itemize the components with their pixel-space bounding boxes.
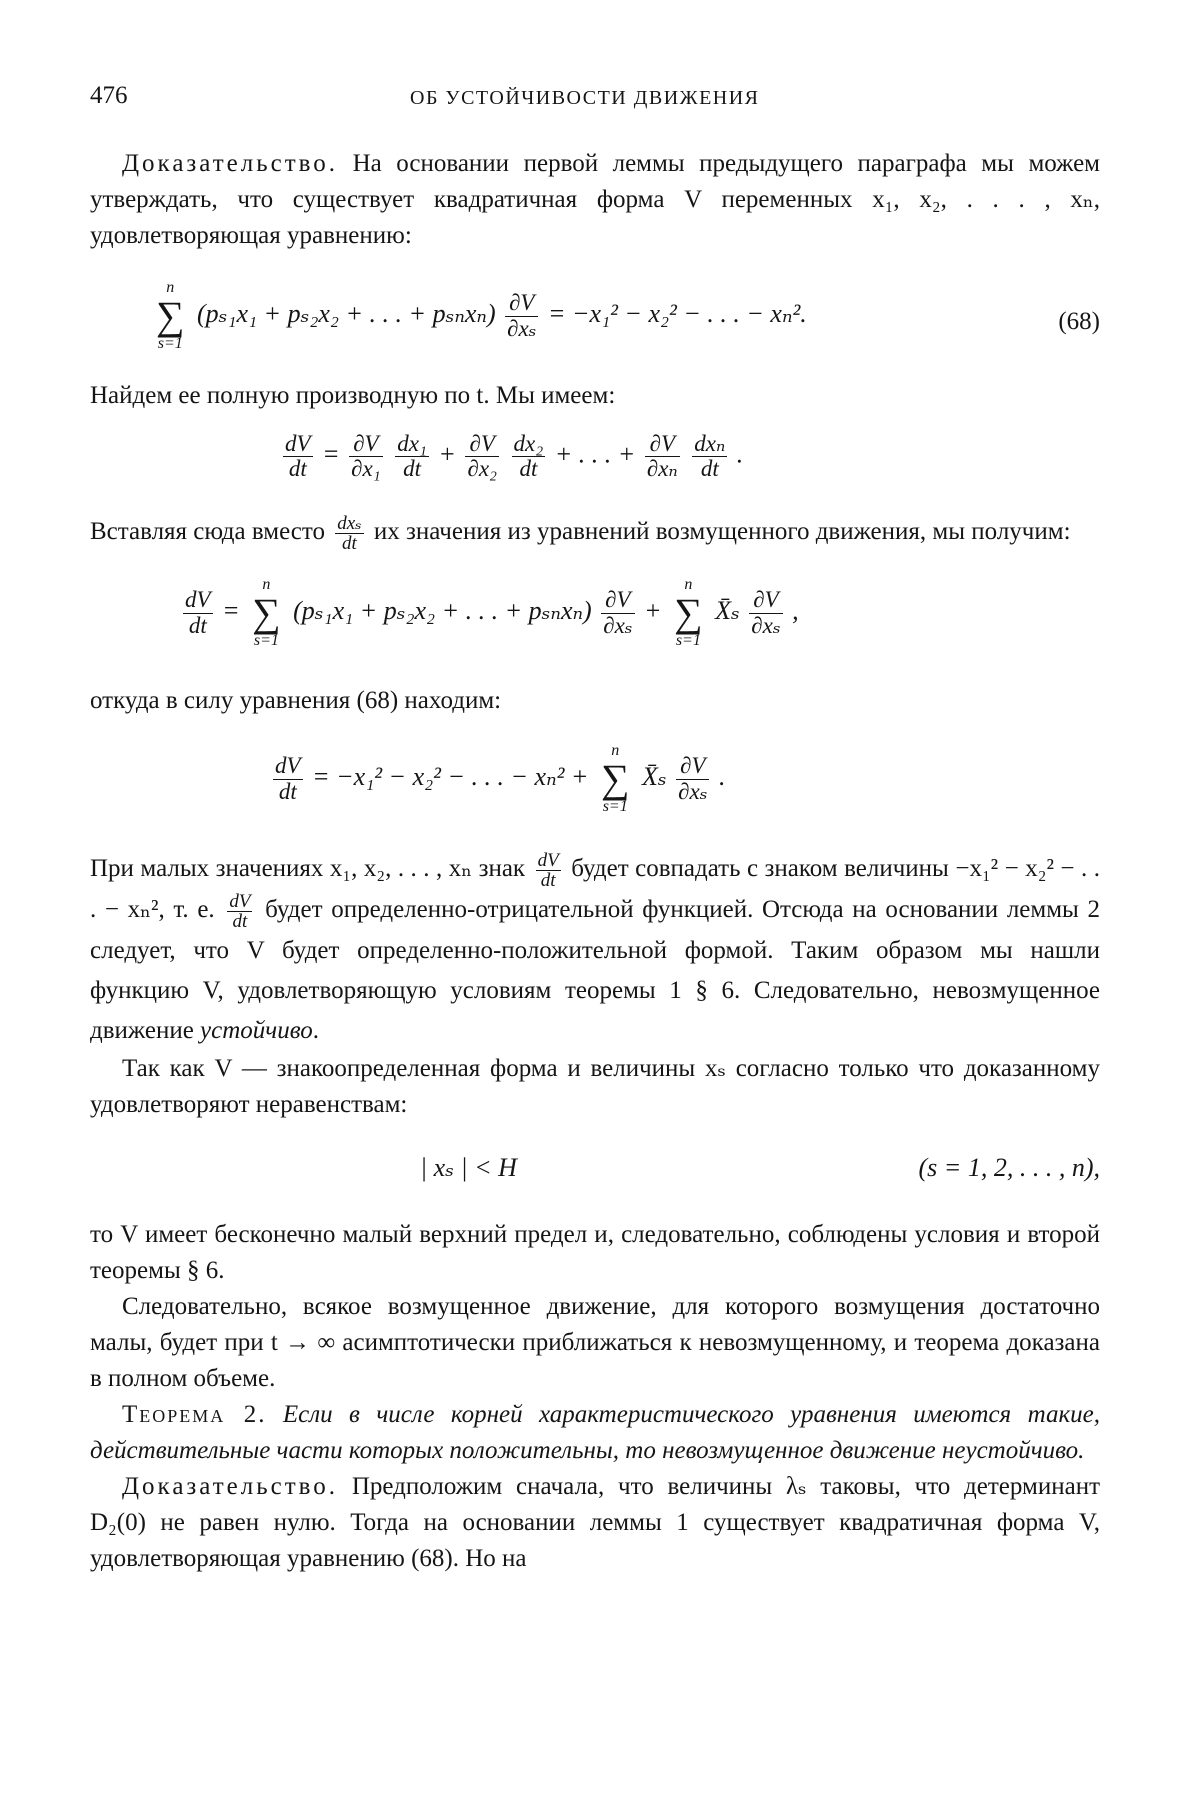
inequality-lhs: | xₛ | < H [420,1152,517,1182]
inline-fraction [227,892,252,931]
frac-numerator: ∂V [505,291,538,316]
frac-numerator: dxₙ [694,431,726,456]
dv-dt-fraction [283,432,313,481]
equals-sign: = [222,595,240,625]
summation-sign [601,743,630,815]
partial-fraction [749,588,782,637]
sum-upper-limit: n [611,742,620,759]
proof-text: На основании первой леммы предыдущего параграфа мы можем утверждать, что существует квадратичная форма V переменных x₁, x₂, . . . , xₙ, удовлетворяющая уравнению: [90,150,1100,249]
sum-upper-limit: n [684,576,693,593]
sigma-symbol: ∑ [600,756,630,801]
frac-denominator: dt [188,612,207,638]
dv-dt-fraction [183,588,213,637]
comma: , [792,595,799,625]
equation-68-rhs: = −x₁² − x₂² − . . . − xₙ². [547,298,807,328]
frac-numerator: dx₁ [397,431,427,456]
period: . [312,1016,319,1044]
derivative-fraction [512,432,546,481]
paragraph-derivative [90,378,1100,414]
equation-substituted [90,567,1100,667]
frac-denominator: dt [232,910,248,932]
period: . [718,761,726,791]
emphasis-stable: устойчиво [200,1016,313,1044]
theorem-label: Теорема 2. [122,1400,267,1428]
quadratic-terms: = −x₁² − x₂² − . . . − xₙ² + [312,761,589,791]
frac-numerator: dV [537,849,559,871]
equation-68-body [150,280,807,352]
frac-numerator: dV [285,431,311,456]
frac-denominator: ∂xₛ [678,778,708,804]
frac-denominator: dt [342,533,357,554]
sum-lower-limit: s=1 [675,632,701,649]
frac-denominator: dt [700,456,719,482]
proof-text: Предположим сначала, что величины λₛ таковы, что детерминант D₂(0) не равен нулю. Тогда на основании леммы 1 существует квадратичная форма V, удовлетворяющая уравнению (68). Но на [90,1472,1100,1572]
equation-result [90,733,1100,833]
proof-paragraph-2 [90,1469,1100,1577]
frac-numerator: ∂V [749,588,782,613]
frac-numerator: ∂V [676,754,709,779]
paragraph-text: будет совпадать с знаком величины −x₁² − x₂² − . . . − xₙ², т. е. [90,855,1101,923]
frac-denominator: ∂xₙ [646,456,678,482]
page [90,78,1100,1577]
linear-term: (pₛ₁x₁ + pₛ₂x₂ + . . . + pₛₙxₙ) [293,595,592,625]
sum-lower-limit: s=1 [602,798,628,815]
paragraph-text: то V имеет бесконечно малый верхний предел и, следовательно, соблюдены условия и второй теоремы § 6. [90,1220,1100,1284]
equation-68 [90,268,1100,362]
frac-numerator: ∂V [645,432,680,457]
frac-numerator: dV [185,587,211,613]
frac-numerator: ∂V [601,588,634,613]
frac-denominator: dt [403,456,421,482]
partial-fraction [349,432,383,481]
paragraph-substitution [90,514,1100,553]
frac-numerator: dx₂ [513,431,544,456]
paragraph-text: При малых значениях x₁, x₂, . . . , xₙ знак [90,855,526,882]
paragraph-hence [90,683,1100,719]
result-body [270,743,725,815]
paragraph-bounds [90,1051,1100,1123]
proof-label: Доказательство. [122,150,339,177]
equation-number: (68) [1058,308,1100,335]
partial-fraction [676,754,709,803]
frac-denominator: ∂xₛ [751,612,781,638]
frac-numerator: dxₛ [337,513,362,534]
summation-sign [674,577,703,649]
inline-fraction [536,851,561,890]
sum-upper-limit: n [166,279,175,296]
proof-paragraph-1 [90,146,1100,254]
frac-denominator: dt [278,778,297,804]
theorem-2 [90,1397,1100,1469]
x-bar-term: X̄ₛ [715,595,740,625]
derivative-fraction [395,432,429,481]
frac-denominator: ∂xₛ [507,315,537,341]
inline-fraction [335,514,363,553]
paragraph-text: Так как V — знакоопределенная форма и величины xₛ согласно только что доказанному удовлетворяют неравенствам: [90,1054,1100,1118]
partial-fraction [465,432,499,481]
running-title: ОБ УСТОЙЧИВОСТИ ДВИЖЕНИЯ [410,87,760,109]
dv-dt-fraction [273,754,303,803]
ellipsis-terms: + . . . + [554,439,636,469]
frac-denominator: dt [540,869,556,891]
total-derivative-body [280,432,743,481]
paragraph-upper-limit [90,1217,1100,1289]
frac-denominator: dt [519,456,538,482]
frac-denominator: ∂x₁ [351,456,381,482]
inequality-formula [90,1137,1100,1201]
summation-sign [156,280,185,352]
paragraph-asymptotic [90,1289,1100,1397]
inequality-range: (s = 1, 2, . . . , n), [918,1152,1100,1182]
plus-sign: + [438,439,456,469]
proof-label: Доказательство. [122,1472,339,1500]
frac-numerator: dV [275,753,301,779]
sigma-symbol: ∑ [674,590,703,635]
sum-lower-limit: s=1 [157,335,183,352]
period: . [736,439,744,469]
x-bar-term: X̄ₛ [641,761,667,791]
page-number: 476 [90,82,128,109]
paragraph-text: их значения из уравнений возмущенного движения, мы получим: [373,518,1071,546]
plus-sign: + [644,595,662,625]
sum-lower-limit: s=1 [253,632,279,649]
paragraph-text: будет определенно-отрицательной функцией. Отсюда на основании леммы 2 следует, что V будет определенно-положительной формой. Таким образом мы нашли функцию V, удовлетворяющую условиям теоремы 1 § 6. Следовательно, невозмущенное движение [90,895,1100,1044]
frac-denominator: dt [288,456,307,482]
equation-68-term: (pₛ₁x₁ + pₛ₂x₂ + . . . + pₛₙxₙ) [197,298,496,328]
page-header [90,78,1100,118]
frac-denominator: ∂xₛ [603,612,633,638]
paragraph-text: Следовательно, всякое возмущенное движение, для которого возмущения достаточно малы, будет при t → ∞ асимптотически приближаться к невозмущенному, и теорема доказана в полном объеме. [90,1292,1100,1392]
sigma-symbol: ∑ [252,590,281,635]
paragraph-text: Найдем ее полную производную по t. Мы имеем: [90,382,616,409]
partial-derivative [505,291,538,340]
partial-fraction [601,588,634,637]
summation-sign [252,577,281,649]
frac-numerator: ∂V [465,432,499,457]
frac-denominator: ∂x₂ [467,456,498,482]
frac-numerator: ∂V [349,432,383,457]
paragraph-text: откуда в силу уравнения (68) находим: [90,687,502,714]
equation-total-derivative [90,428,1100,498]
sigma-symbol: ∑ [156,293,185,338]
sum-upper-limit: n [262,576,271,593]
substituted-body [180,577,799,649]
partial-fraction [645,432,680,481]
equals-sign: = [322,439,340,469]
paragraph-text: Вставляя сюда вместо [90,518,325,546]
paragraph-sign-analysis [90,849,1100,1051]
derivative-fraction [692,432,727,481]
frac-numerator: dV [229,890,251,912]
theorem-statement: Если в числе корней характеристического уравнения имеются такие, действительные части которых положительны, то невозмущенное движение неустойчиво. [90,1400,1100,1464]
